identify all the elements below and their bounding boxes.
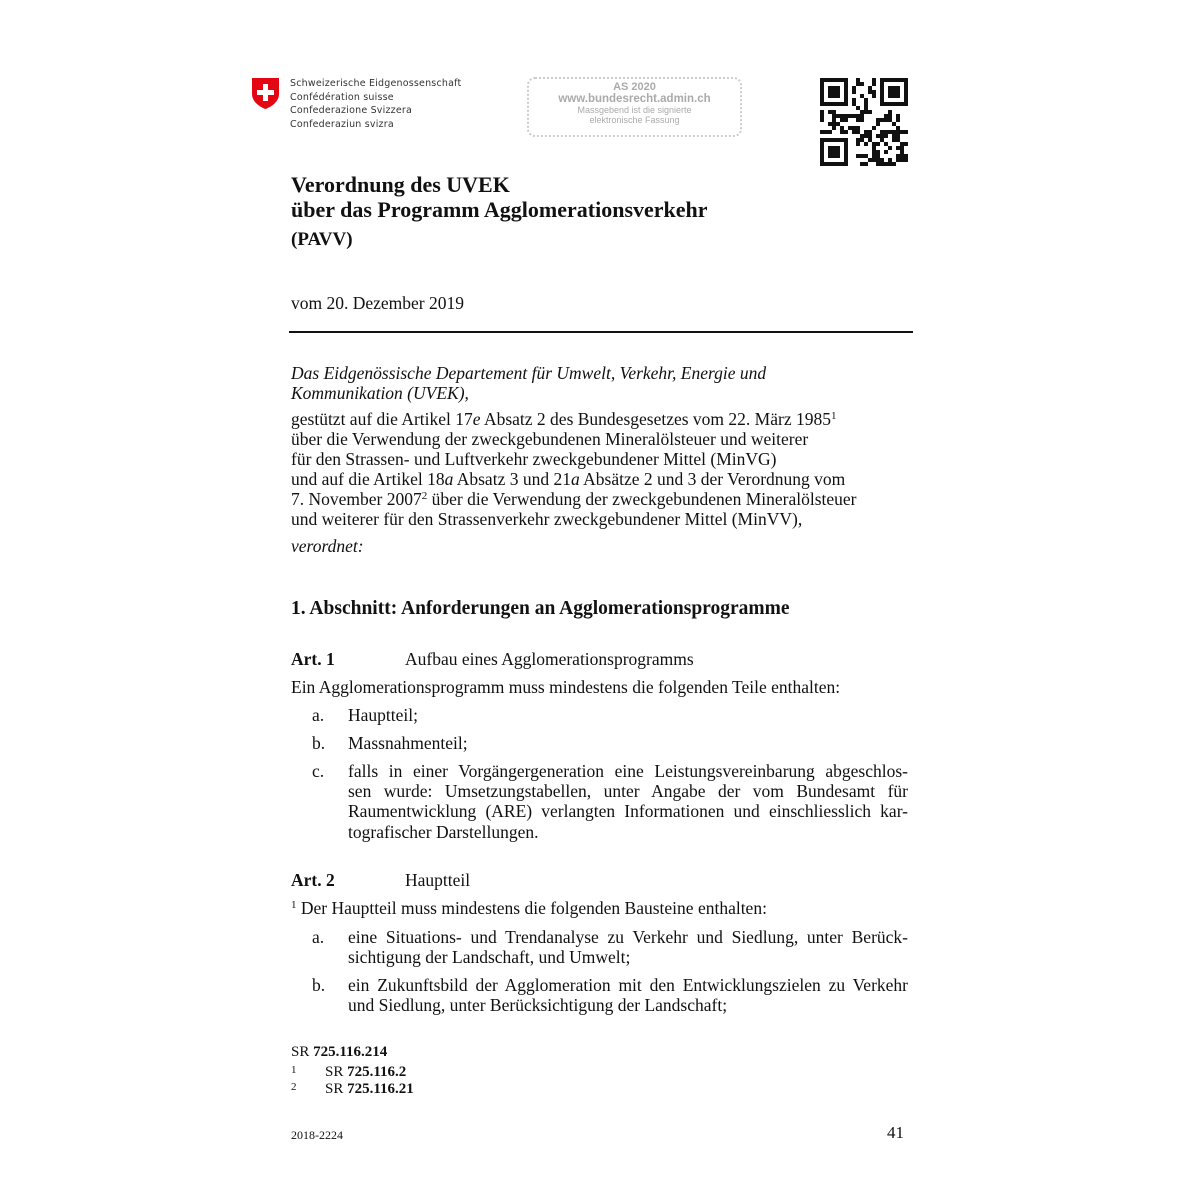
title-line1: Verordnung des UVEK xyxy=(291,172,510,197)
confederation-names xyxy=(290,77,461,131)
art2-a-line: eine Situations- und Trendanalyse zu Verkehr und Siedlung, unter Berück- xyxy=(348,927,908,947)
art2-b-line: und Siedlung, unter Berücksichtigung der Landschaft; xyxy=(348,995,728,1015)
art1-a-text: Hauptteil; xyxy=(348,705,418,725)
art1-b-marker: b. xyxy=(312,733,326,753)
preamble-line6: und weiterer für den Strassenverkehr zweckgebundener Mittel (MinVV), xyxy=(291,509,803,529)
art2-intro xyxy=(291,897,767,919)
art1-c-marker: c. xyxy=(312,761,325,781)
decrees: verordnet: xyxy=(291,536,364,556)
art2-a-marker: a. xyxy=(312,927,325,947)
preamble-line1 xyxy=(291,408,836,430)
art1-number: Art. 1 xyxy=(291,649,335,669)
preamble-line2: über die Verwendung der zweckgebundenen Mineralölsteuer und weiterer xyxy=(291,429,809,449)
text: SR xyxy=(325,1081,348,1097)
confederation-it: Confederazione Svizzera xyxy=(290,105,413,116)
title-rule xyxy=(289,331,913,333)
art2-number: Art. 2 xyxy=(291,870,335,890)
text: über die Verwendung der zweckgebundenen Mineralölsteuer xyxy=(427,489,857,509)
paragraph-number: 1 xyxy=(291,899,297,911)
art1-c-line: tografischer Darstellungen. xyxy=(348,822,539,842)
footnote2-number: 2 xyxy=(291,1081,297,1093)
authority-line1: Das Eidgenössische Departement für Umwelt, Verkehr, Energie und xyxy=(291,363,767,383)
footnote2 xyxy=(325,1078,414,1100)
preamble-line3: für den Strassen- und Luftverkehr zweckgebundener Mittel (MinVG) xyxy=(291,449,777,469)
art1-c-line: Raumentwicklung (ARE) verlangten Informationen und einschliesslich kar- xyxy=(348,801,908,821)
preamble-line4 xyxy=(291,468,845,490)
art1-a-marker: a. xyxy=(312,705,325,725)
art1-title: Aufbau eines Agglomerationsprogramms xyxy=(405,649,694,669)
text: SR xyxy=(291,1044,314,1060)
art1-c-line: falls in einer Vorgängergeneration eine Leistungsvereinbarung abgeschlos- xyxy=(348,761,908,781)
document-number: 2018-2224 xyxy=(291,1128,343,1142)
text: Der Hauptteil muss mindestens die folgenden Bausteine enthalten: xyxy=(296,898,767,918)
section-heading: 1. Abschnitt: Anforderungen an Agglomerationsprogramme xyxy=(291,598,790,619)
publication-stamp xyxy=(527,77,742,137)
swiss-coat-of-arms-icon xyxy=(251,77,280,110)
confederation-fr: Confédération suisse xyxy=(290,91,394,103)
page-number: 41 xyxy=(887,1123,904,1142)
footnote-ref[interactable]: 1 xyxy=(830,410,837,422)
confederation-de: Schweizerische Eidgenossenschaft xyxy=(290,78,462,89)
text: SR xyxy=(325,1064,348,1080)
stamp-note2: elektronische Fassung xyxy=(589,115,680,125)
art1-intro: Ein Agglomerationsprogramm muss mindestens die folgenden Teile enthalten: xyxy=(291,677,841,697)
stamp-as: AS 2020 xyxy=(613,81,656,93)
text: 7. November 2007 xyxy=(291,489,422,509)
text: Absatz 2 des Bundesgesetzes vom 22. März 1985 xyxy=(480,409,831,429)
text: a xyxy=(570,469,580,489)
art2-b-line: ein Zukunftsbild der Agglomeration mit den Entwicklungszielen zu Verkehr xyxy=(348,975,908,995)
art2-title: Hauptteil xyxy=(405,870,471,890)
footnote1-number: 1 xyxy=(291,1064,297,1076)
art1-c-line: sen wurde: Umsetzungstabellen, unter Angabe der vom Bundesamt für xyxy=(348,781,908,801)
text: 725.116.214 xyxy=(313,1044,388,1060)
preamble-line5 xyxy=(291,488,857,510)
art1-b-text: Massnahmenteil; xyxy=(348,733,468,753)
text: a xyxy=(444,469,454,489)
text: und auf die Artikel 18 xyxy=(291,469,445,489)
stamp-url: www.bundesrecht.admin.ch xyxy=(558,93,711,105)
text: 725.116.21 xyxy=(347,1081,414,1097)
sr-number xyxy=(291,1041,387,1063)
art2-a-line: sichtigung der Landschaft, und Umwelt; xyxy=(348,947,631,967)
title-line2: über das Programm Agglomerationsverkehr xyxy=(291,197,708,222)
text: Absätze 2 und 3 der Verordnung vom xyxy=(579,469,846,489)
authority-line2: Kommunikation (UVEK), xyxy=(291,383,469,403)
stamp-note1: Massgebend ist die signierte xyxy=(577,105,692,115)
text: Absatz 3 und 21 xyxy=(453,469,571,489)
title-abbreviation: (PAVV) xyxy=(291,229,353,250)
confederation-rm: Confederaziun svizra xyxy=(290,118,394,130)
qr-code-icon xyxy=(820,78,908,166)
text: e xyxy=(472,409,481,429)
text: 725.116.2 xyxy=(347,1064,407,1080)
art2-b-marker: b. xyxy=(312,975,326,995)
text: gestützt auf die Artikel 17 xyxy=(291,409,473,429)
enactment-date: vom 20. Dezember 2019 xyxy=(291,293,465,313)
footnote-ref[interactable]: 2 xyxy=(421,490,428,502)
